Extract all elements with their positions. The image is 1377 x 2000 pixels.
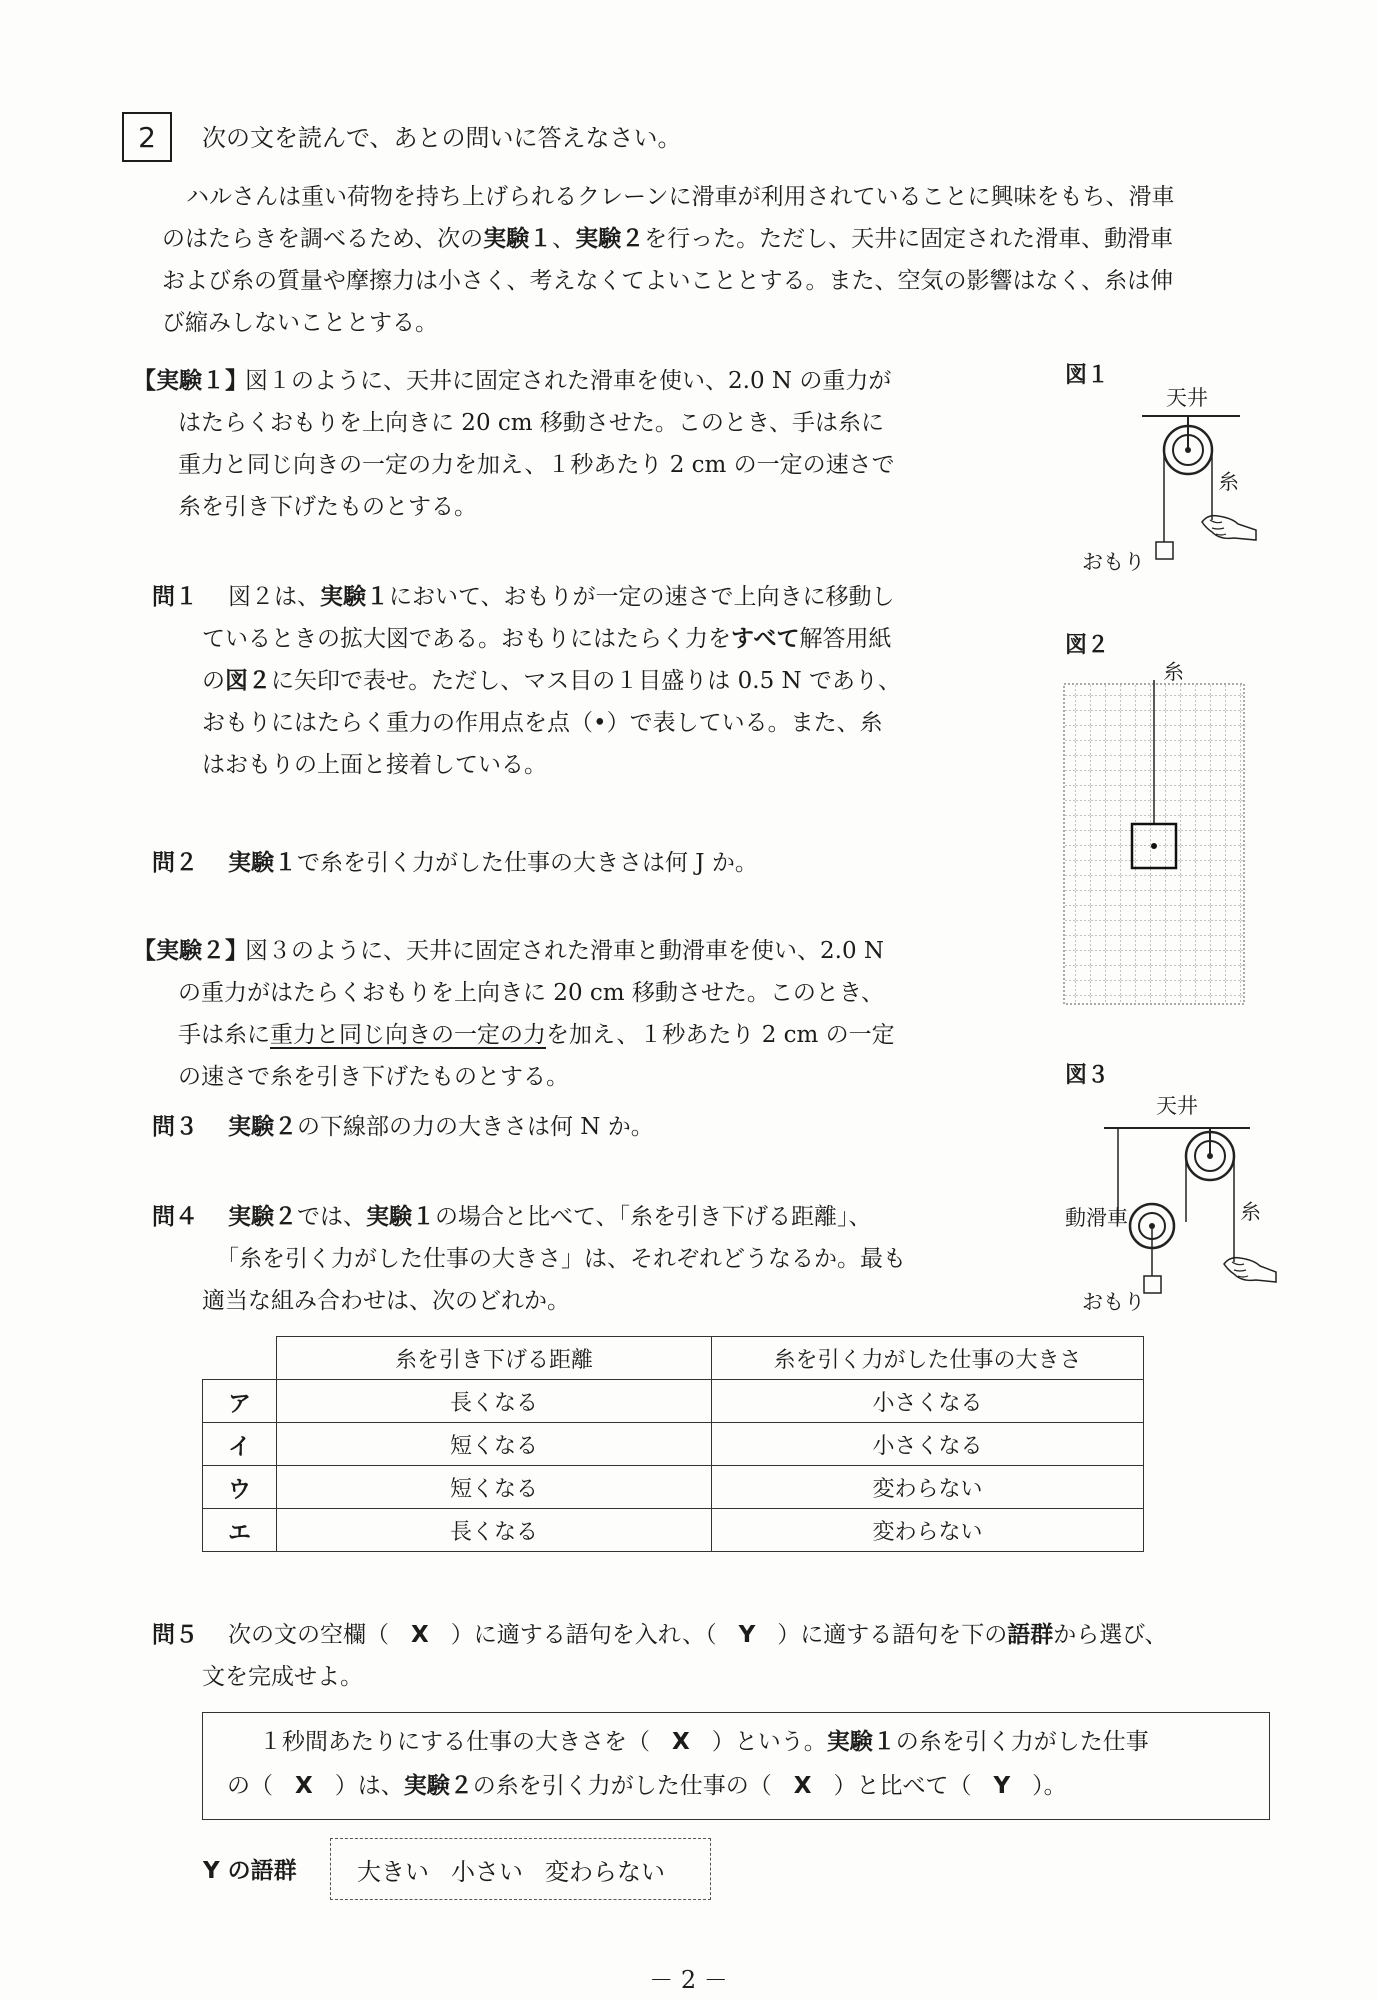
fig3-weight-label: おもり bbox=[1082, 1290, 1145, 1314]
hand-icon bbox=[1224, 1258, 1276, 1282]
table-row bbox=[203, 1423, 1144, 1466]
fig2-string-label: 糸 bbox=[1163, 660, 1184, 684]
choice-key: イ bbox=[203, 1423, 277, 1466]
table-cell: 変わらない bbox=[712, 1466, 1144, 1509]
table-cell: 長くなる bbox=[277, 1509, 712, 1552]
table-cell: 短くなる bbox=[277, 1423, 712, 1466]
word-option: 変わらない bbox=[545, 1857, 665, 1886]
fig1-string-label: 糸 bbox=[1218, 470, 1239, 494]
fig3-title: 図３ bbox=[1065, 1063, 1110, 1088]
q5-line2: 文を完成せよ。 bbox=[202, 1664, 363, 1690]
fig3-string-label: 糸 bbox=[1240, 1200, 1261, 1224]
table-cell: 小さくなる bbox=[712, 1380, 1144, 1423]
q5-box-line1: １秒間あたりにする仕事の大きさを（ X ）という。実験１の糸を引く力がした仕事 bbox=[259, 1729, 1149, 1755]
q5-label: 問５ bbox=[152, 1622, 198, 1648]
word-option: 大きい bbox=[357, 1857, 429, 1886]
table-cell: 変わらない bbox=[712, 1509, 1144, 1552]
exp2-label: 【実験２】 bbox=[133, 938, 248, 964]
q4-line2: 「糸を引く力がした仕事の大きさ」は、それぞれどうなるか。最も bbox=[216, 1246, 906, 1272]
q2-text: 実験１で糸を引く力がした仕事の大きさは何 J か。 bbox=[228, 850, 758, 876]
fig1-title: 図１ bbox=[1065, 363, 1110, 388]
exp1-body: はたらくおもりを上向きに 20 cm 移動させた。このとき、手は糸に 重力と同じ向きの一定の力を加え、１秒あたり 2 cm の一定の速さで 糸を引き下げたものとする。 bbox=[178, 410, 895, 520]
pulley-axle bbox=[1185, 447, 1191, 453]
fig2-grid-diagram bbox=[1060, 680, 1250, 1010]
q5-line1: 次の文の空欄（ X ）に適する語句を入れ、（ Y ）に適する語句を下の語群から選び、 bbox=[228, 1622, 1168, 1648]
fig1-ceiling-label: 天井 bbox=[1166, 386, 1208, 410]
q4-label: 問４ bbox=[152, 1204, 198, 1230]
fig3-movable-label: 動滑車 bbox=[1065, 1206, 1128, 1230]
question-number-box: 2 bbox=[122, 112, 172, 162]
q1-body: ているときの拡大図である。おもりにはたらく力をすべて解答用紙 の図２に矢印で表せ。ただし、マス目の１目盛りは 0.5 N であり、 おもりにはたらく重力の作用点を点（•）で表している。また、糸 はおもりの上面と接着している。 bbox=[202, 626, 901, 778]
table-header: 糸を引き下げる距離 bbox=[277, 1337, 712, 1380]
intro-paragraph: ハルさんは重い荷物を持ち上げられるクレーンに滑車が利用されていることに興味をもち、滑車 のはたらきを調べるため、次の実験１、実験２を行った。ただし、天井に固定された滑車、動滑車 および糸の質量や摩擦力は小さく、考えなくてよいこととする。また、空気の影響はなく、糸は伸 び縮みしないこととする。 bbox=[162, 184, 1175, 336]
fig3-ceiling-label: 天井 bbox=[1156, 1094, 1198, 1118]
q2-label: 問２ bbox=[152, 850, 198, 876]
instruction: 次の文を読んで、あとの問いに答えなさい。 bbox=[202, 124, 682, 152]
exp2-line1: 図３のように、天井に固定された滑車と動滑車を使い、2.0 N bbox=[245, 938, 885, 964]
q4-line1: 実験２では、実験１の場合と比べて、「糸を引き下げる距離」、 bbox=[228, 1204, 872, 1230]
table-cell: 小さくなる bbox=[712, 1423, 1144, 1466]
weight-box bbox=[1144, 1276, 1161, 1293]
q1-label: 問１ bbox=[152, 584, 198, 610]
table-row bbox=[203, 1509, 1144, 1552]
q4-line3: 適当な組み合わせは、次のどれか。 bbox=[202, 1288, 570, 1314]
word-group-label: Y の語群 bbox=[203, 1858, 297, 1884]
fig3-diagram bbox=[1100, 1116, 1280, 1306]
fig1-weight-label: おもり bbox=[1082, 550, 1145, 574]
exp2-body: の重力がはたらくおもりを上向きに 20 cm 移動させた。このとき、 手は糸に重力と同じ向きの一定の力を加え、１秒あたり 2 cm の一定 の速さで糸を引き下げたものとする。 bbox=[178, 980, 895, 1090]
table-row bbox=[203, 1380, 1144, 1423]
weight-box bbox=[1156, 542, 1173, 559]
table-row bbox=[203, 1466, 1144, 1509]
choices-table bbox=[202, 1336, 1144, 1552]
gravity-point bbox=[1151, 843, 1157, 849]
underlined-force: 重力と同じ向きの一定の力 bbox=[270, 1022, 546, 1048]
word-group-box bbox=[330, 1838, 711, 1900]
fig2-title: 図２ bbox=[1065, 633, 1110, 658]
fig1-diagram bbox=[1140, 410, 1260, 560]
q5-statement-box bbox=[202, 1712, 1270, 1820]
hand-icon bbox=[1202, 516, 1256, 540]
table-header-row bbox=[203, 1337, 1144, 1380]
page-number: － 2 － bbox=[649, 1966, 728, 1994]
table-cell: 短くなる bbox=[277, 1466, 712, 1509]
exp1-line1: 図１のように、天井に固定された滑車を使い、2.0 N の重力が bbox=[245, 368, 892, 394]
choice-key: ア bbox=[203, 1380, 277, 1423]
q3-label: 問３ bbox=[152, 1114, 198, 1140]
table-header: 糸を引く力がした仕事の大きさ bbox=[712, 1337, 1144, 1380]
q5-box-line2: の（ X ）は、実験２の糸を引く力がした仕事の（ X ）と比べて（ Y ）。 bbox=[227, 1773, 1067, 1799]
choice-key: ウ bbox=[203, 1466, 277, 1509]
choice-key: エ bbox=[203, 1509, 277, 1552]
exp1-label: 【実験１】 bbox=[133, 368, 248, 394]
q3-text: 実験２の下線部の力の大きさは何 N か。 bbox=[228, 1114, 654, 1140]
table-cell: 長くなる bbox=[277, 1380, 712, 1423]
pulley-axle bbox=[1207, 1153, 1213, 1159]
word-option: 小さい bbox=[451, 1857, 523, 1886]
q1-line1: 図２は、実験１において、おもりが一定の速さで上向きに移動し bbox=[228, 584, 895, 610]
